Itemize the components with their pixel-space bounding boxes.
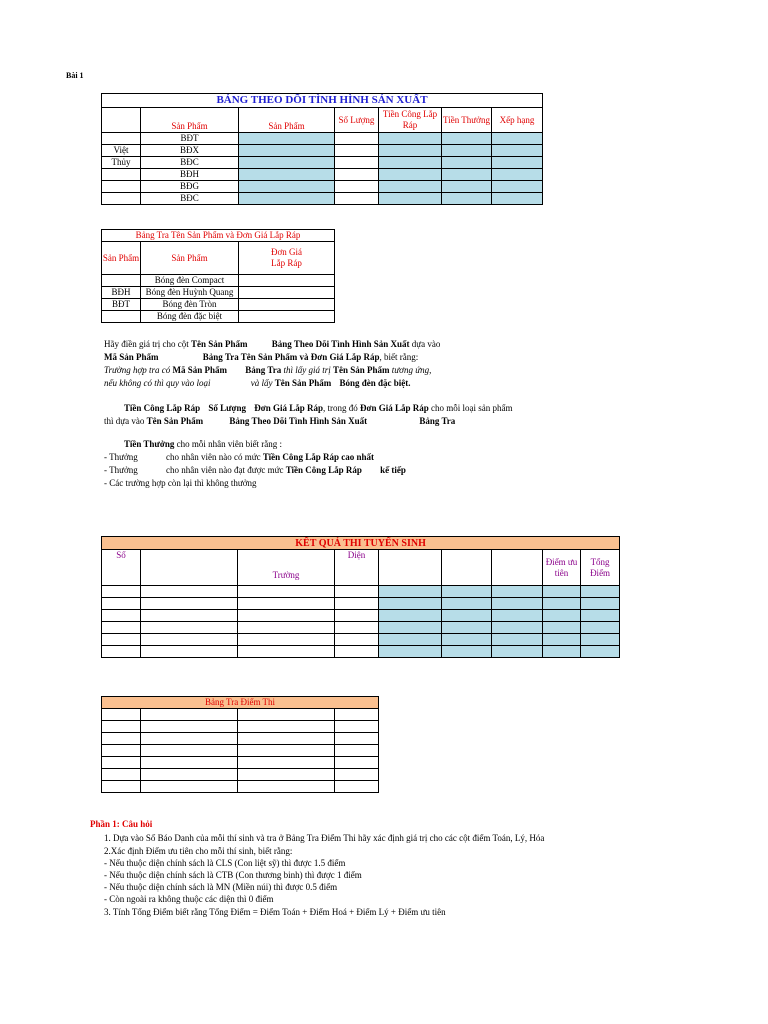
table-cell	[141, 709, 238, 721]
question-line: - Nếu thuộc diện chính sách là CTB (Con thương binh) thì được 1 điểm	[104, 870, 362, 880]
text: Bảng Tra	[245, 365, 282, 375]
table-cell	[102, 193, 141, 205]
header-id: Số	[102, 550, 141, 586]
table-cell	[335, 169, 379, 181]
lookup-code-cell: BĐT	[102, 299, 141, 311]
table-cell	[102, 181, 141, 193]
header-product-name: Sản Phẩm	[239, 108, 335, 133]
text: thì dựa vào	[104, 416, 145, 426]
table-cell	[102, 634, 141, 646]
table-cell	[239, 299, 335, 311]
table-cell	[442, 646, 492, 658]
table-cell	[102, 169, 141, 181]
table-cell	[141, 646, 238, 658]
table-cell	[335, 193, 379, 205]
table-cell	[141, 598, 238, 610]
table-cell	[379, 610, 442, 622]
table-cell	[239, 169, 335, 181]
text: Tên Sản Phẩm	[274, 378, 332, 388]
table-cell	[102, 745, 141, 757]
table-cell	[335, 646, 379, 658]
table-cell	[238, 622, 335, 634]
table-cell	[492, 610, 543, 622]
instruction-line	[124, 438, 282, 450]
questions-title: Phần 1: Câu hỏi	[90, 819, 153, 829]
table-cell	[335, 145, 379, 157]
text: cho nhân viên nào có mức	[165, 452, 261, 462]
table-cell	[543, 586, 581, 598]
header-quantity: Số Lượng	[335, 108, 379, 133]
question-line: - Còn ngoài ra không thuộc các diện thì 0 điểm	[104, 894, 274, 904]
table-cell	[141, 733, 238, 745]
instruction-line	[104, 351, 418, 363]
table-cell	[379, 157, 442, 169]
production-table	[101, 93, 543, 205]
text: Bảng Tra Tên Sản Phẩm và Đơn Giá Lắp Ráp	[202, 352, 380, 362]
product-code-cell: BĐC	[141, 157, 239, 169]
text: Tên Sản Phẩm	[332, 365, 390, 375]
table-cell	[141, 769, 238, 781]
table-cell	[335, 757, 379, 769]
table-cell	[492, 598, 543, 610]
text: Đơn Giá Lắp Ráp	[254, 403, 324, 413]
lookup-code-cell	[102, 275, 141, 287]
table-cell	[442, 586, 492, 598]
table-cell	[543, 598, 581, 610]
table-cell	[102, 709, 141, 721]
table-cell	[335, 733, 379, 745]
text: cho mỗi nhân viên biết rằng :	[176, 439, 283, 449]
table-cell	[335, 721, 379, 733]
table-cell	[379, 634, 442, 646]
table-cell	[379, 598, 442, 610]
table-cell	[102, 646, 141, 658]
text: Tiền Công Lắp Ráp cao nhất	[262, 452, 374, 462]
table-cell	[492, 646, 543, 658]
header-product-code: Sản Phẩm	[141, 108, 239, 133]
text: Hãy điền giá trị cho cột	[104, 339, 189, 349]
table-cell	[335, 610, 379, 622]
text: Số Lượng	[208, 403, 247, 413]
table-cell	[239, 133, 335, 145]
table-cell	[239, 275, 335, 287]
lookup-name-cell: Bóng đèn Compact	[141, 275, 239, 287]
lookup-header-name: Sản Phẩm	[141, 242, 239, 275]
text: Bóng đèn đặc biệt.	[339, 378, 411, 388]
table-cell	[543, 610, 581, 622]
table-cell	[492, 586, 543, 598]
employee-name-cell: Việt	[102, 145, 141, 157]
table-cell	[379, 622, 442, 634]
text: Tiền Thưởng	[124, 439, 175, 449]
text: Bảng Theo Dõi Tình Hình Sản Xuất	[229, 416, 368, 426]
table-cell	[492, 157, 543, 169]
header-cell	[102, 108, 141, 133]
product-code-cell: BĐX	[141, 145, 239, 157]
table-cell	[335, 769, 379, 781]
table-cell	[581, 646, 620, 658]
table-cell	[141, 721, 238, 733]
table-cell	[379, 193, 442, 205]
table-cell	[379, 586, 442, 598]
text: Đơn Giá Lắp Ráp	[360, 403, 429, 413]
instruction-line	[104, 464, 406, 476]
header-priority-points: Điểm ưu tiên	[543, 550, 581, 586]
table-cell	[442, 157, 492, 169]
table-cell	[492, 133, 543, 145]
text: Tên Sản Phẩm	[190, 339, 248, 349]
table-cell	[238, 733, 335, 745]
table-cell	[141, 781, 238, 793]
table-cell	[492, 169, 543, 181]
score-lookup-title: Bảng Tra Điểm Thi	[102, 697, 379, 709]
header-total-points: Tổng Điểm	[581, 550, 620, 586]
text: , trong đó	[323, 403, 358, 413]
table-cell	[102, 733, 141, 745]
table-cell	[239, 145, 335, 157]
table-cell	[543, 646, 581, 658]
table-cell	[102, 781, 141, 793]
table-cell	[335, 157, 379, 169]
text: Bảng Theo Dõi Tình Hình Sản Xuất	[271, 339, 410, 349]
lookup-header-price: Đơn Giá Lắp Ráp	[239, 242, 335, 275]
instruction-line	[104, 338, 440, 350]
text: nếu không có thì quy vào loại	[104, 378, 211, 388]
table-cell	[141, 757, 238, 769]
header-category: Diện	[335, 550, 379, 586]
table-cell	[442, 169, 492, 181]
exam-results-table	[101, 536, 620, 658]
table-cell	[492, 550, 543, 586]
table-cell	[379, 169, 442, 181]
table-cell	[335, 781, 379, 793]
table-cell	[102, 622, 141, 634]
exam-results-title: KẾT QUẢ THI TUYỂN SINH	[102, 537, 620, 550]
table-cell	[442, 634, 492, 646]
question-line: 1. Dựa vào Số Báo Danh của mỗi thí sinh và tra ở Bảng Tra Điểm Thi hãy xác định giá trị cho các cột điểm Toán, Lý, Hóa	[104, 833, 545, 843]
question-line: - Nếu thuộc diện chính sách là CLS (Con liệt sỹ) thì được 1.5 điểm	[104, 858, 346, 868]
lookup-name-cell: Bóng đèn Huỳnh Quang	[141, 287, 239, 299]
table-cell	[238, 781, 335, 793]
instruction-line	[104, 364, 431, 376]
text: Trường hợp tra có	[104, 365, 171, 375]
text: cho nhân viên nào đạt được mức	[165, 465, 284, 475]
table-cell	[141, 550, 238, 586]
header-rank: Xếp hạng	[492, 108, 543, 133]
text: , biết rằng:	[379, 352, 419, 362]
table-cell	[442, 598, 492, 610]
table-cell	[379, 133, 442, 145]
question-line: 2.Xác định Điểm ưu tiên cho mỗi thí sinh, biết rằng:	[104, 846, 293, 856]
table-cell	[335, 133, 379, 145]
table-cell	[581, 622, 620, 634]
table-cell	[239, 157, 335, 169]
text: Mã Sản Phẩm	[104, 352, 159, 362]
table-cell	[238, 646, 335, 658]
employee-name-cell: Thủy	[102, 157, 141, 169]
product-code-cell: BĐH	[141, 169, 239, 181]
table-cell	[543, 622, 581, 634]
table-cell	[581, 598, 620, 610]
table-cell	[379, 145, 442, 157]
text: kế tiếp	[380, 465, 406, 475]
instruction-line	[124, 402, 513, 414]
table-cell	[335, 586, 379, 598]
table-cell	[335, 598, 379, 610]
product-code-cell: BĐG	[141, 181, 239, 193]
table-cell	[102, 598, 141, 610]
table-cell	[335, 634, 379, 646]
table-cell	[239, 311, 335, 323]
table-cell	[239, 193, 335, 205]
table-cell	[238, 745, 335, 757]
table-cell	[492, 634, 543, 646]
text: - Thưởng	[104, 452, 138, 462]
table-cell	[442, 550, 492, 586]
instruction-line	[104, 415, 455, 427]
table-cell	[102, 610, 141, 622]
table-cell	[442, 181, 492, 193]
text: - Thưởng	[104, 465, 138, 475]
table-cell	[335, 622, 379, 634]
question-line: - Nếu thuộc diện chính sách là MN (Miền núi) thì được 0.5 điểm	[104, 882, 338, 892]
table-cell	[238, 610, 335, 622]
table-cell	[335, 181, 379, 193]
header-bonus: Tiền Thưởng	[442, 108, 492, 133]
table-cell	[442, 133, 492, 145]
text: Mã Sản Phẩm	[172, 365, 228, 375]
table-cell	[238, 757, 335, 769]
table-cell	[581, 634, 620, 646]
table-cell	[379, 646, 442, 658]
text: tương ứng,	[391, 365, 432, 375]
table-cell	[442, 610, 492, 622]
table-cell	[141, 745, 238, 757]
product-code-cell: BĐT	[141, 133, 239, 145]
table-cell	[102, 769, 141, 781]
table-cell	[492, 145, 543, 157]
table-cell	[379, 181, 442, 193]
table-cell	[335, 745, 379, 757]
text: Tiền Công Lắp Ráp	[285, 465, 362, 475]
table-cell	[492, 622, 543, 634]
table-cell	[102, 133, 141, 145]
product-code-cell: BĐC	[141, 193, 239, 205]
table-cell	[238, 586, 335, 598]
lookup-code-cell: BĐH	[102, 287, 141, 299]
table-cell	[379, 550, 442, 586]
table-cell	[102, 586, 141, 598]
table-cell	[581, 610, 620, 622]
text: dựa vào	[411, 339, 441, 349]
table-cell	[239, 181, 335, 193]
table-cell	[239, 287, 335, 299]
table-cell	[543, 634, 581, 646]
header-school: Trường	[238, 550, 335, 586]
table-cell	[442, 622, 492, 634]
table-cell	[238, 769, 335, 781]
table-cell	[238, 634, 335, 646]
text: thì lấy giá trị	[283, 365, 331, 375]
table-cell	[141, 610, 238, 622]
lookup-name-cell: Bóng đèn đặc biệt	[141, 311, 239, 323]
exercise-label: Bài 1	[66, 71, 84, 80]
table-cell	[102, 757, 141, 769]
table-cell	[141, 634, 238, 646]
header-assembly-wage: Tiền Công Lắp Ráp	[379, 108, 442, 133]
product-lookup-table	[101, 229, 335, 323]
table-cell	[141, 586, 238, 598]
text: và lấy	[250, 378, 273, 388]
lookup-name-cell: Bóng đèn Tròn	[141, 299, 239, 311]
text: Bảng Tra	[419, 416, 456, 426]
table-cell	[492, 181, 543, 193]
instruction-line	[104, 377, 411, 389]
table-cell	[238, 721, 335, 733]
text: cho mỗi loại sản phẩm	[431, 403, 513, 413]
table-cell	[102, 721, 141, 733]
table-cell	[238, 598, 335, 610]
production-table-title: BẢNG THEO DÕI TÌNH HÌNH SẢN XUẤT	[102, 94, 543, 108]
table-cell	[442, 193, 492, 205]
text: Tên Sản Phẩm	[146, 416, 204, 426]
table-cell	[335, 709, 379, 721]
lookup-code-cell	[102, 311, 141, 323]
instruction-line	[104, 451, 374, 463]
instruction-line: - Các trường hợp còn lại thì không thưởng	[104, 478, 257, 488]
table-cell	[238, 709, 335, 721]
text: Tiền Công Lắp Ráp	[124, 403, 201, 413]
table-cell	[492, 193, 543, 205]
table-cell	[581, 586, 620, 598]
table-cell	[141, 622, 238, 634]
question-line: 3. Tính Tổng Điểm biết rằng Tổng Điểm = Điểm Toán + Điểm Hoá + Điểm Lý + Điểm ưu tiên	[104, 907, 446, 917]
table-cell	[442, 145, 492, 157]
lookup-header-code: Sản Phẩm	[102, 242, 141, 275]
score-lookup-table	[101, 696, 379, 793]
lookup-table-title: Bảng Tra Tên Sản Phẩm và Đơn Giá Lắp Ráp	[102, 230, 335, 242]
